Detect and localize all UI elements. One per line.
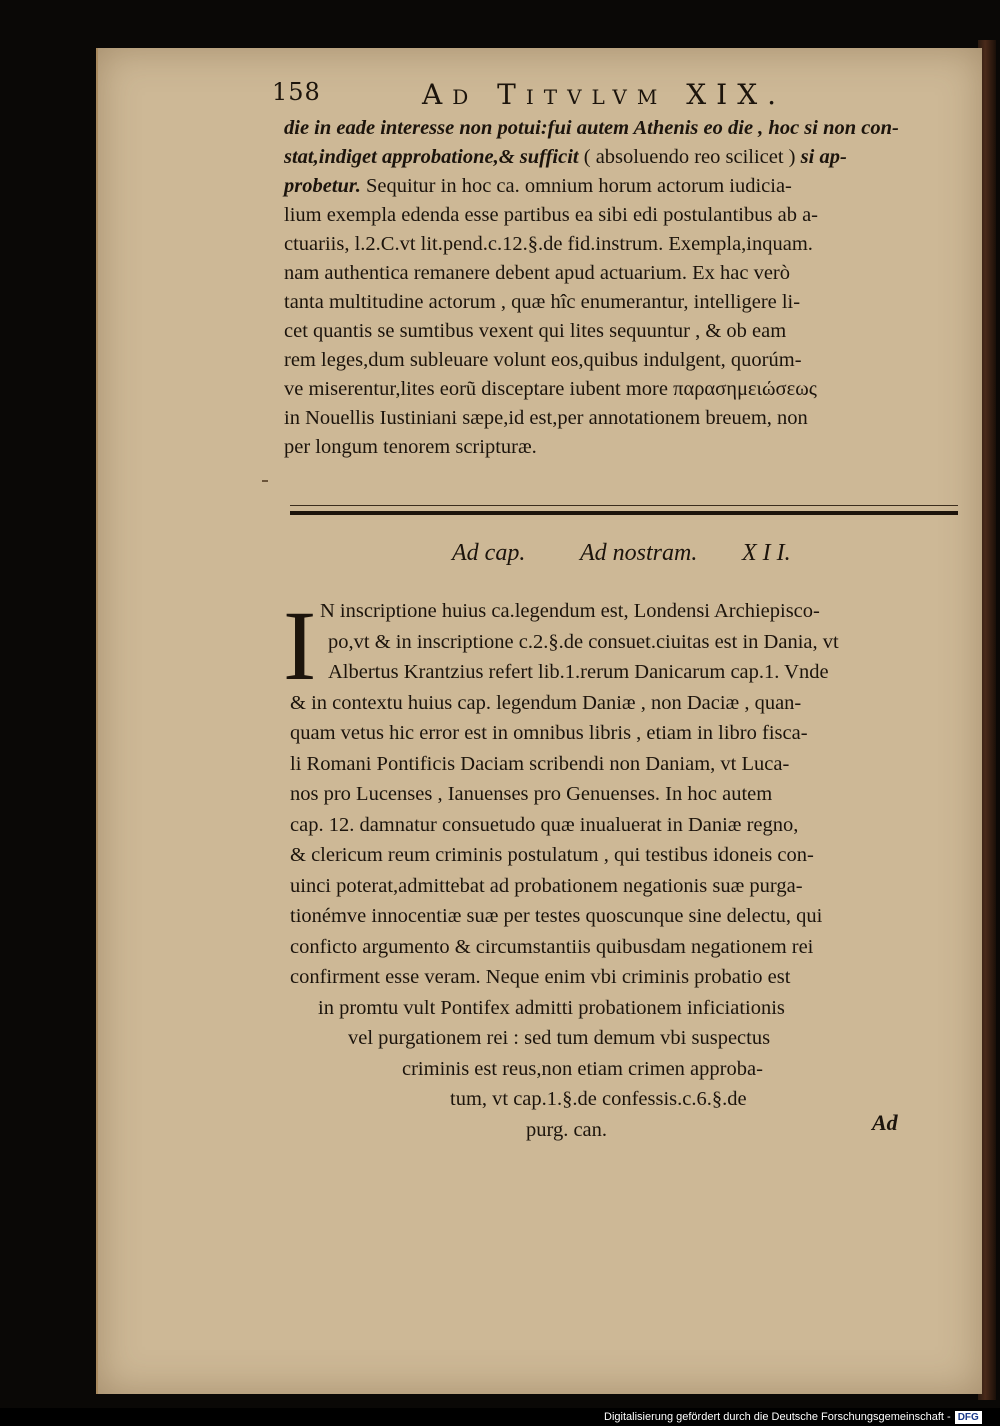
drop-cap: I — [283, 590, 317, 701]
heading-number: X I I. — [742, 540, 791, 566]
text-line — [284, 143, 960, 172]
text-block-continuation — [284, 114, 960, 462]
text-line: li Romani Pontificis Daciam scribendi non Daniam, vt Luca- — [290, 752, 790, 775]
italic-text: probetur. — [284, 175, 361, 197]
text-line: per longum tenorem scripturæ. — [284, 436, 537, 458]
footer-text: Digitalisierung gefördert durch die Deutsche Forschungsgemeinschaft - — [604, 1411, 951, 1423]
text-line: & clericum reum criminis postulatum , qui testibus idoneis con- — [290, 844, 814, 866]
text-line: Albertus Krantzius refert lib.1.rerum Danicarum cap.1. Vnde — [328, 661, 829, 683]
roman-text: ( absoluendo reo scilicet ) — [578, 146, 801, 168]
page-number: 158 — [272, 78, 321, 106]
text-line: in Nouellis Iustiniani sæpe,id est,per annotationem breuem, non — [284, 407, 808, 429]
text-line: cap. 12. damnatur consuetudo quæ inualuerat in Daniæ regno, — [290, 813, 799, 836]
text-line: vel purgationem rei : sed tum demum vbi suspectus — [348, 1027, 771, 1049]
text-line: purg. can. — [526, 1118, 608, 1141]
text-line: tionémve innocentiæ suæ per testes quoscunque sine delectu, qui — [290, 905, 823, 927]
text-line: & in contextu huius cap. legendum Daniæ , non Daciæ , quan- — [290, 691, 802, 714]
italic-text: stat,indiget approbatione,& sufficit — [284, 146, 579, 168]
section-heading — [452, 540, 872, 574]
text-line: ve miserentur,lites eorũ disceptare iubent more παρασημειώσεως — [284, 378, 817, 400]
dfg-logo[interactable]: DFG — [955, 1411, 982, 1424]
text-line — [284, 114, 960, 143]
text-line: nos pro Lucenses , Ianuenses pro Genuenses. In hoc autem — [290, 783, 773, 805]
italic-text: si ap- — [800, 146, 847, 168]
heading-incipit: Ad nostram. — [580, 540, 698, 566]
text-line: po,vt & in inscriptione c.2.§.de consuet.ciuitas est in Dania, vt — [328, 630, 839, 653]
text-line: tanta multitudine actorum , quæ hîc enumerantur, intelligere li- — [284, 291, 801, 313]
text-line: criminis est reus,non etiam crimen approba- — [402, 1057, 763, 1080]
ink-mark — [262, 480, 268, 482]
text-line: cet quantis se sumtibus vexent qui lites sequuntur , & ob eam — [284, 320, 787, 342]
running-title: Ad Titvlvm XIX. — [422, 78, 787, 111]
digitization-footer — [604, 1408, 1000, 1426]
running-head — [272, 78, 812, 118]
heading-cap: Ad cap. — [452, 540, 526, 566]
chapter-text — [290, 596, 962, 1145]
text-line: conficto argumento & circumstantiis quibusdam negationem rei — [290, 935, 814, 958]
text-line — [284, 172, 960, 201]
roman-text: Sequitur in hoc ca. omnium horum actorum iudicia- — [360, 175, 792, 197]
italic-text: die in eade interesse non potui:fui autem Athenis eo die , hoc si non con- — [284, 117, 899, 139]
text-line: tum, vt cap.1.§.de confessis.c.6.§.de — [450, 1088, 747, 1110]
text-line: lium exempla edenda esse partibus ea sibi edi postulantibus ab a- — [284, 204, 818, 226]
divider-thin — [290, 505, 958, 506]
text-line: quam vetus hic error est in omnibus libris , etiam in libro fisca- — [290, 722, 808, 744]
catchword: Ad — [872, 1110, 898, 1135]
text-line: in promtu vult Pontifex admitti probationem inficiationis — [318, 996, 785, 1019]
text-line: ctuariis, l.2.C.vt lit.pend.c.12.§.de fid.instrum. Exempla,inquam. — [284, 233, 813, 255]
text-line: nam authentica remanere debent apud actuarium. Ex hac verò — [284, 262, 790, 284]
text-line: rem leges,dum subleuare volunt eos,quibus indulgent, quorúm- — [284, 349, 802, 371]
text-line: uinci poterat,admittebat ad probationem negationis suæ purga- — [290, 874, 803, 897]
divider-rule — [290, 511, 958, 515]
text-line: confirment esse veram. Neque enim vbi criminis probatio est — [290, 966, 791, 988]
text-line: N inscriptione huius ca.legendum est, Londensi Archiepisco- — [320, 600, 820, 622]
